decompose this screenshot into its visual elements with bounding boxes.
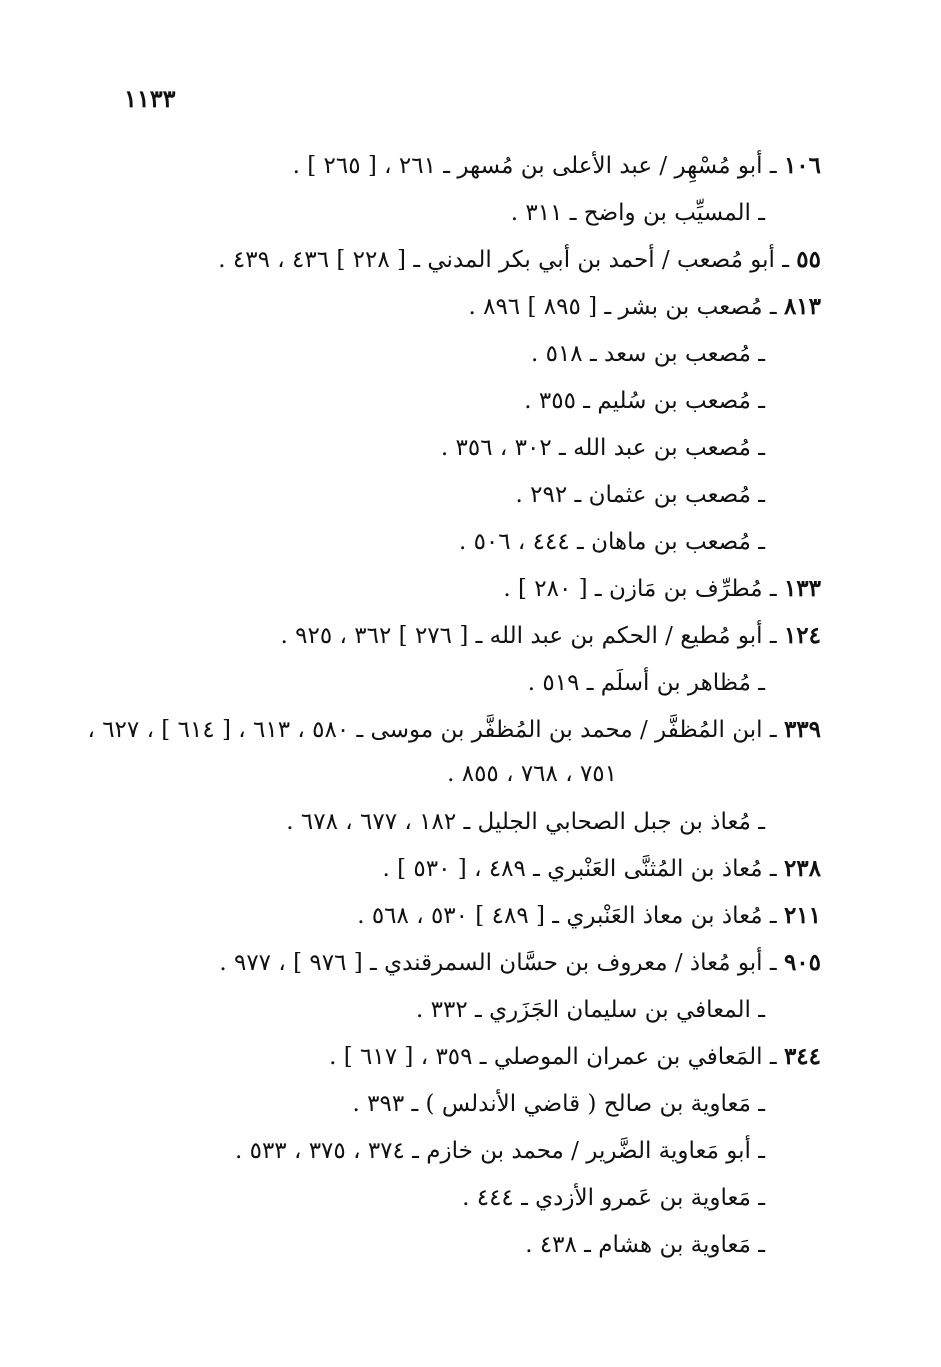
index-entry: ـ مَعاوية بن هشام ـ ٤٣٨ . [525, 1232, 765, 1258]
entry-text: مُظاهر بن أسلَم ـ ٥١٩ . [527, 670, 751, 696]
index-entry: ـ مُعاذ بن جبل الصحابي الجليل ـ ١٨٢ ، ٦٧٧ ، ٦٧٨ . [286, 809, 765, 835]
entry-number: ٥٥ [796, 246, 821, 273]
index-entry: ٢٣٨ ـ مُعاذ بن المُثنَّى العَنْبري ـ ٤٨٩ ، [ ٥٣٠ ] . [382, 855, 821, 882]
index-entry: ٥٥ ـ أبو مُصعب / أحمد بن أبي بكر المدني ـ [ ٢٢٨ ] ٤٣٦ ، ٤٣٩ . [218, 246, 821, 273]
index-entry: ٢١١ ـ مُعاذ بن معاذ العَنْبري ـ [ ٤٨٩ ] ٥٣٠ ، ٥٦٨ . [357, 902, 821, 929]
index-entries [87, 146, 821, 1272]
page-number: ١١٣٣ [124, 84, 176, 113]
index-entry: ٣٣٩ ـ ابن المُظفَّر / محمد بن المُظفَّر بن موسى ـ ٥٨٠ ، ٦١٣ ، [ ٦١٤ ] ، ٦٢٧ ، [87, 716, 821, 743]
index-entry: ١٠٦ ـ أبو مُسْهِر / عبد الأعلى بن مُسهر ـ ٢٦١ ، [ ٢٦٥ ] . [292, 152, 821, 179]
entry-number: ١٢٤ [783, 622, 821, 649]
entry-text: أبو مُعاذ / معروف بن حسَّان السمرقندي ـ [ ٩٧٦ ] ، ٩٧٧ . [219, 950, 763, 976]
entry-number: ١٣٣ [783, 575, 821, 602]
index-entry: ـ المعافي بن سليمان الجَزَري ـ ٣٣٢ . [416, 997, 765, 1023]
entry-text: أبو مُصعب / أحمد بن أبي بكر المدني ـ [ ٢٢٨ ] ٤٣٦ ، ٤٣٩ . [218, 247, 775, 273]
entry-number: ٨١٣ [783, 293, 821, 320]
entry-number: ٢٣٨ [783, 855, 821, 882]
entry-text: مُصعب بن بشر ـ [ ٨٩٥ ] ٨٩٦ . [468, 294, 763, 320]
index-entry: ٨١٣ ـ مُصعب بن بشر ـ [ ٨٩٥ ] ٨٩٦ . [468, 293, 821, 320]
entry-number: ٣٣٩ [783, 716, 821, 743]
entry-text: مُصعب بن عبد الله ـ ٣٠٢ ، ٣٥٦ . [440, 435, 751, 461]
index-entry: ١٢٤ ـ أبو مُطيع / الحكم بن عبد الله ـ [ ٢٧٦ ] ٣٦٢ ، ٩٢٥ . [280, 622, 821, 649]
index-entry: ـ مُظاهر بن أسلَم ـ ٥١٩ . [527, 670, 765, 696]
index-entry: ـ المسيِّب بن واضح ـ ٣١١ . [510, 200, 765, 226]
entry-text: مَعاوية بن هشام ـ ٤٣٨ . [525, 1232, 751, 1258]
index-entry: ١٣٣ ـ مُطرِّف بن مَازن ـ [ ٢٨٠ ] . [503, 575, 821, 602]
index-entry: ـ مُصعب بن سُليم ـ ٣٥٥ . [524, 388, 765, 414]
index-entry: ـ أبو مَعاوية الضَّرير / محمد بن خازم ـ ٣٧٤ ، ٣٧٥ ، ٥٣٣ . [234, 1138, 765, 1164]
entry-text: أبو مُسْهِر / عبد الأعلى بن مُسهر ـ ٢٦١ ، [ ٢٦٥ ] . [292, 153, 763, 179]
entry-text: المَعافي بن عمران الموصلي ـ ٣٥٩ ، [ ٦١٧ ] . [329, 1044, 763, 1070]
entry-text: مَعاوية بن صالح ( قاضي الأندلس ) ـ ٣٩٣ . [352, 1091, 751, 1117]
entry-number: ٢١١ [783, 902, 821, 929]
entry-text: ٧٥١ ، ٧٦٨ ، ٨٥٥ . [447, 761, 617, 787]
entry-text: مُصعب بن سُليم ـ ٣٥٥ . [524, 388, 751, 414]
index-entry: ٩٠٥ ـ أبو مُعاذ / معروف بن حسَّان السمرقندي ـ [ ٩٧٦ ] ، ٩٧٧ . [219, 949, 821, 976]
entry-number: ٩٠٥ [783, 949, 821, 976]
entry-text: مُصعب بن ماهان ـ ٤٤٤ ، ٥٠٦ . [458, 529, 751, 555]
entry-text: مُعاذ بن المُثنَّى العَنْبري ـ ٤٨٩ ، [ ٥٣٠ ] . [382, 856, 763, 882]
entry-number: ٣٤٤ [783, 1043, 821, 1070]
index-entry-continuation [121, 754, 821, 802]
entry-text: مُصعب بن عثمان ـ ٢٩٢ . [515, 482, 751, 508]
entry-text: مَعاوية بن عَمرو الأزدي ـ ٤٤٤ . [462, 1185, 751, 1211]
index-entry: ـ مَعاوية بن صالح ( قاضي الأندلس ) ـ ٣٩٣ . [352, 1091, 765, 1117]
entry-text: ابن المُظفَّر / محمد بن المُظفَّر بن موسى ـ ٥٨٠ ، ٦١٣ ، [ ٦١٤ ] ، ٦٢٧ ، [87, 717, 763, 743]
entry-text: مُصعب بن سعد ـ ٥١٨ . [530, 341, 751, 367]
entry-text: مُطرِّف بن مَازن ـ [ ٢٨٠ ] . [503, 576, 763, 602]
entry-text: أبو مَعاوية الضَّرير / محمد بن خازم ـ ٣٧٤ ، ٣٧٥ ، ٥٣٣ . [234, 1138, 751, 1164]
index-entry: ـ مُصعب بن سعد ـ ٥١٨ . [530, 341, 765, 367]
entry-text: مُعاذ بن معاذ العَنْبري ـ [ ٤٨٩ ] ٥٣٠ ، ٥٦٨ . [357, 903, 763, 929]
index-entry: ٣٤٤ ـ المَعافي بن عمران الموصلي ـ ٣٥٩ ، [ ٦١٧ ] . [329, 1043, 821, 1070]
index-entry: ـ مُصعب بن عبد الله ـ ٣٠٢ ، ٣٥٦ . [440, 435, 765, 461]
entry-text: مُعاذ بن جبل الصحابي الجليل ـ ١٨٢ ، ٦٧٧ ، ٦٧٨ . [286, 809, 751, 835]
entry-number: ١٠٦ [783, 152, 821, 179]
index-entry: ـ مُصعب بن عثمان ـ ٢٩٢ . [515, 482, 765, 508]
entry-text: المعافي بن سليمان الجَزَري ـ ٣٣٢ . [416, 997, 751, 1023]
entry-text: المسيِّب بن واضح ـ ٣١١ . [510, 200, 751, 226]
entry-text: أبو مُطيع / الحكم بن عبد الله ـ [ ٢٧٦ ] ٣٦٢ ، ٩٢٥ . [280, 623, 763, 649]
index-entry: ـ مُصعب بن ماهان ـ ٤٤٤ ، ٥٠٦ . [458, 529, 765, 555]
index-entry: ـ مَعاوية بن عَمرو الأزدي ـ ٤٤٤ . [462, 1185, 765, 1211]
